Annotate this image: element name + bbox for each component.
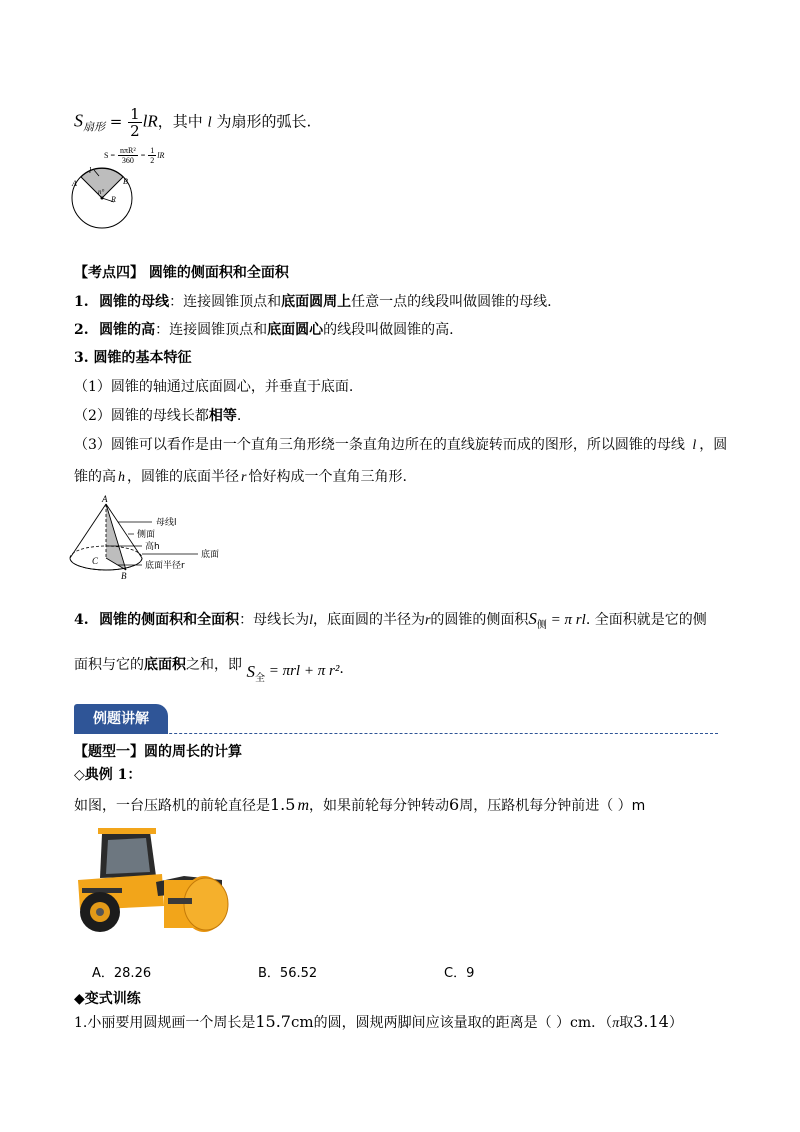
sub2-bold: 相等 xyxy=(208,408,237,424)
item4-S2: S xyxy=(246,662,255,681)
sector-formula-frac2 xyxy=(148,146,156,165)
point4-sub1: （1）圆锥的轴通过底面圆心，并垂直于底面. xyxy=(74,379,354,395)
sector-formula-eq: = xyxy=(138,151,148,160)
item4-r: r xyxy=(424,613,431,628)
cone-label-base: 底面 xyxy=(201,550,220,560)
point4-item2 xyxy=(74,320,454,340)
question-unit: m xyxy=(297,797,310,814)
example-question xyxy=(74,795,645,816)
sector-figure-formula xyxy=(104,146,164,165)
question-b: ，如果前轮每分钟转动 xyxy=(309,798,450,814)
item2-num: 2. xyxy=(74,322,89,338)
variant-question1 xyxy=(74,1012,683,1034)
sector-center xyxy=(101,197,104,200)
formula-sub: 扇形 xyxy=(83,121,105,134)
item4-formula: = π rl xyxy=(546,612,586,628)
point4-item4-line2 xyxy=(74,654,344,684)
example-label: ◇典例 1： xyxy=(74,767,142,783)
point4-heading: 【考点四】 圆锥的侧面积和全面积 xyxy=(74,265,289,281)
variant-q1-c: 取 xyxy=(619,1015,634,1031)
item4-e: 面积与它的 xyxy=(74,657,144,673)
sub3-b: ，圆 xyxy=(699,437,728,453)
section-divider xyxy=(74,733,718,734)
variant-q1-a: 1.小丽要用圆规画一个周长是 xyxy=(74,1015,256,1031)
variant-q1-d: ） xyxy=(668,1015,683,1031)
question-val: 1.5 xyxy=(270,795,296,814)
roller-roof xyxy=(98,828,156,834)
point4-item4-line1 xyxy=(74,609,707,636)
item1-b: 任意一点的线段叫做圆锥的母线. xyxy=(351,294,552,310)
fraction-numerator: 1 xyxy=(130,105,140,123)
roller-drum-band xyxy=(168,898,192,904)
sector-area-formula xyxy=(74,106,311,139)
point4-sub3-line1 xyxy=(74,435,727,456)
item4-num: 4. xyxy=(74,612,89,628)
option-b[interactable]: B．56.52 xyxy=(258,966,318,981)
road-roller-image xyxy=(72,824,232,936)
frac1-num: nπR² xyxy=(119,146,136,155)
frac2-num: 1 xyxy=(150,146,155,155)
variant-q1-b: 的圆，圆规两脚间应该量取的距离是（ ）cm．（ xyxy=(313,1015,613,1031)
item2-b: 的线段叫做圆锥的高. xyxy=(323,322,454,338)
variant-heading: ◆变式训练 xyxy=(74,991,141,1007)
cone-label-generatrix: 母线l xyxy=(156,518,177,528)
item2-a: ：连接圆锥顶点和 xyxy=(155,322,268,338)
variant-q1-val2: 3.14 xyxy=(633,1012,669,1031)
item1-bold2: 底面圆周上 xyxy=(281,294,352,310)
variant-q1-pi: π xyxy=(612,1016,620,1031)
item4-S: S xyxy=(528,609,537,628)
sub3-d: ，圆锥的底面半径 xyxy=(127,469,239,485)
sub3-h: h xyxy=(118,470,125,485)
label-B: B xyxy=(123,177,128,186)
option-c[interactable]: C．9 xyxy=(444,966,475,981)
cone-label-height: 高h xyxy=(145,542,160,552)
formula-fraction xyxy=(128,106,142,139)
frac2-den: 2 xyxy=(150,156,155,165)
sector-formula-tail: lR xyxy=(157,151,165,160)
item4-bold: 圆锥的侧面积和全面积 xyxy=(99,612,240,628)
point4-item3: 3. 圆锥的基本特征 xyxy=(74,350,192,366)
label-l: l xyxy=(89,166,92,175)
cone-label-B: B xyxy=(121,571,127,581)
point4-item1 xyxy=(74,292,552,312)
cone-label-radius: 底面半径r xyxy=(145,561,185,571)
sub3-c: 锥的高 xyxy=(74,469,116,485)
item1-a: ：连接圆锥顶点和 xyxy=(169,294,282,310)
item4-l: l xyxy=(309,613,313,628)
item4-c: 的圆锥的侧面积 xyxy=(430,612,529,628)
label-n: n° xyxy=(98,188,105,196)
cone-label-A: A xyxy=(102,494,108,504)
item1-bold: 圆锥的母线 xyxy=(99,294,170,310)
item1-num: 1. xyxy=(74,294,89,310)
label-A: A xyxy=(72,179,77,188)
item4-sub2: 全 xyxy=(254,672,265,684)
cone-base-front xyxy=(70,558,142,570)
formula-text2: 为扇形的弧长. xyxy=(211,112,312,131)
item2-bold2: 底面圆心 xyxy=(267,322,324,338)
item4-d: . 全面积就是它的侧 xyxy=(585,612,707,628)
item4-a: ：母线长为 xyxy=(239,612,310,628)
variant-q1-val: 15.7 xyxy=(255,1012,291,1031)
section-banner: 例题讲解 xyxy=(74,704,168,734)
cone-label-C: C xyxy=(92,556,99,566)
cone-diagram xyxy=(62,494,242,584)
item4-sub: 侧 xyxy=(536,619,547,631)
cone-label-lateral: 侧面 xyxy=(137,530,156,540)
point4-sub3-line2 xyxy=(74,467,407,488)
sub3-e: 恰好构成一个直角三角形. xyxy=(248,469,407,485)
item4-formula2: = πrl + π r² xyxy=(264,663,340,679)
sub2-b: . xyxy=(236,408,242,424)
frac1-den: 360 xyxy=(121,156,134,165)
item4-bold2: 底面积 xyxy=(144,657,186,673)
question-n: 6 xyxy=(449,795,460,814)
sector-formula-left: S = xyxy=(104,151,117,160)
sector-formula-frac1 xyxy=(118,146,138,165)
fraction-denominator: 2 xyxy=(130,122,140,140)
item4-f: 之和，即 xyxy=(186,657,242,673)
question-a: 如图，一台压路机的前轮直径是 xyxy=(74,798,270,814)
type1-heading: 【题型一】圆的周长的计算 xyxy=(74,744,242,760)
formula-eq: = xyxy=(105,112,128,131)
item2-bold: 圆锥的高 xyxy=(99,322,156,338)
option-a[interactable]: A．28.26 xyxy=(92,966,152,981)
label-R: R xyxy=(111,195,116,204)
formula-S: S xyxy=(74,110,83,131)
variant-q1-unit: cm xyxy=(290,1013,314,1031)
question-c: 周，压路机每分钟前进（ ）m xyxy=(459,798,646,814)
roller-rear-hub-center xyxy=(96,908,104,916)
sub3-l: l xyxy=(692,438,697,453)
formula-text1: ，其中 xyxy=(157,112,208,131)
sub2-a: （2）圆锥的母线长都 xyxy=(74,408,209,424)
point4-sub2 xyxy=(74,406,241,426)
formula-l: l xyxy=(207,114,212,131)
cone-left-edge xyxy=(70,504,106,558)
item4-b: ，底面圆的半径为 xyxy=(312,612,425,628)
sub3-a: （3）圆锥可以看作是由一个直角三角形绕一条直角边所在的直线旋转而成的图形，所以圆锥的母线 xyxy=(74,437,685,453)
formula-lR: lR xyxy=(142,111,158,131)
sub3-r: r xyxy=(241,470,247,485)
item4-g: . xyxy=(339,661,344,677)
roller-cab-window xyxy=(106,838,150,874)
